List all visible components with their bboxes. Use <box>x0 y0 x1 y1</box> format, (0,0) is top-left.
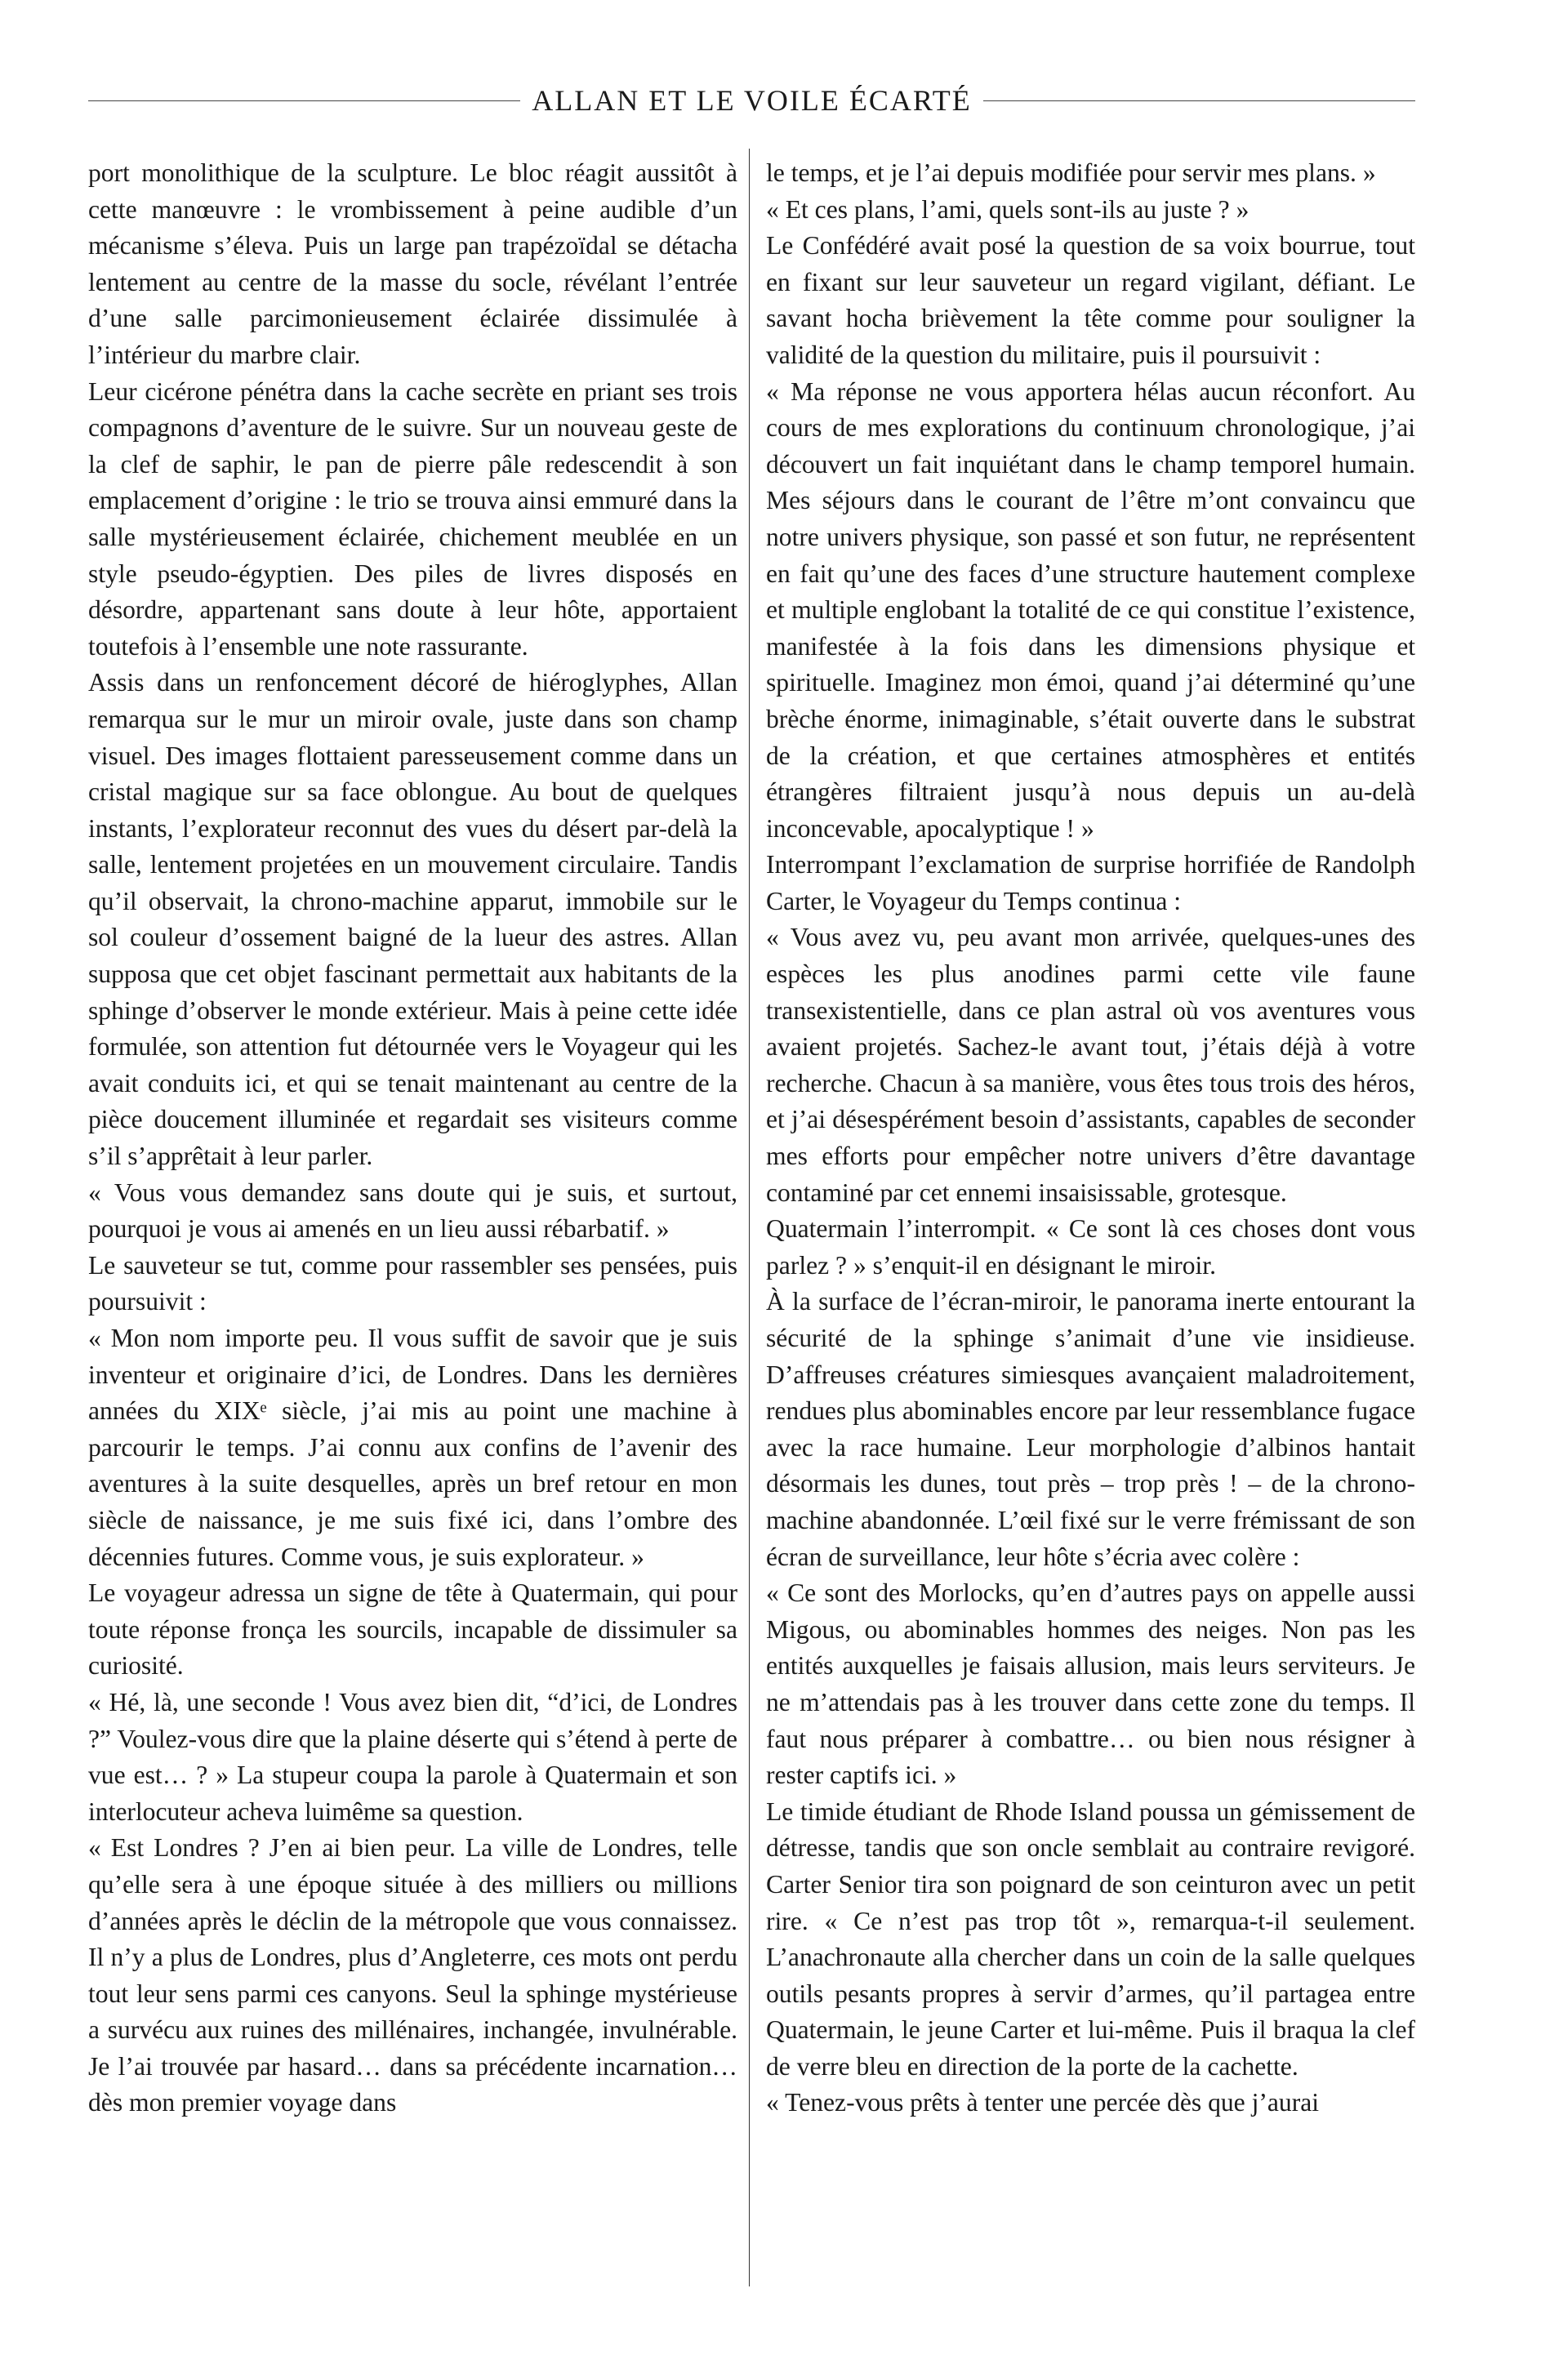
right-column <box>766 155 1415 2121</box>
paragraph: Quatermain l’interrompit. « Ce sont là ces choses dont vous parlez ? » s’enquit-il en désignant le miroir. <box>766 1214 1415 1280</box>
paragraph: Interrompant l’exclamation de surprise horrifiée de Randolph Carter, le Voyageur du Temps continua : <box>766 850 1415 915</box>
paragraph: Le timide étudiant de Rhode Island poussa un gémissement de détresse, tandis que son oncle semblait au contraire revigoré. Carter Senior tira son poignard de son ceinturon avec un petit rire. « Ce n’est pas trop tôt », remarqua-t-il seulement. L’anachronaute alla chercher dans un coin de la salle quelques outils pesants propres à servir d’armes, qu’il partagea entre Quatermain, le jeune Carter et lui-même. Puis il braqua la clef de verre bleu en direction de la porte de la cachette. <box>766 1796 1415 2081</box>
paragraph: le temps, et je l’ai depuis modifiée pour servir mes plans. » <box>766 158 1376 187</box>
paragraph: Le sauveteur se tut, comme pour rassembler ses pensées, puis poursuivit : <box>88 1250 737 1316</box>
paragraph: « Ce sont des Morlocks, qu’en d’autres pays on appelle aussi Migous, ou abominables hommes des neiges. Non pas les entités auxquelles je faisais allusion, mais leurs serviteurs. Je ne m’attendais pas à les trouver dans cette zone du temps. Il faut nous préparer à combattre… ou bien nous résigner à rester captifs ici. » <box>766 1578 1415 1790</box>
paragraph: « Est Londres ? J’en ai bien peur. La ville de Londres, telle qu’elle sera à une époque située à des milliers ou millions d’années après le déclin de la métropole que vous connaissez. Il n’y a plus de Londres, plus d’Angleterre, ces mots ont perdu tout leur sens parmi ces canyons. Seul la sphinge mystérieuse a survécu aux ruines des millénaires, inchangée, invulnérable. Je l’ai trouvée par hasard… dans sa précédente incarnation… dès mon premier voyage dans <box>88 1833 737 2117</box>
paragraph: Le voyageur adressa un signe de tête à Quatermain, qui pour toute réponse fronça les sourcils, incapable de dissimuler sa curiosité. <box>88 1578 737 1681</box>
paragraph: À la surface de l’écran-miroir, le panorama inerte entourant la sécurité de la sphinge s’animait d’une vie insidieuse. D’affreuses créatures simiesques avançaient maladroitement, rendues plus abominables encore par leur ressemblance fugace avec la race humaine. Leur morphologie d’albinos hantait désormais les dunes, tout près – trop près ! – de la chrono-machine abandonnée. L’œil fixé sur le verre frémissant de son écran de surveillance, leur hôte s’écria avec colère : <box>766 1287 1415 1571</box>
paragraph: Assis dans un renfoncement décoré de hiéroglyphes, Allan remarqua sur le mur un miroir ovale, juste dans son champ visuel. Des images flottaient paresseusement comme dans un cristal magique sur sa face oblongue. Au bout de quelques instants, l’explorateur reconnut des vues du désert par-delà la salle, lentement projetées en un mouvement circulaire. Tandis qu’il observait, la chrono-machine apparut, immobile sur le sol couleur d’ossement baigné de la lueur des astres. Allan supposa que cet objet fascinant permettait aux habitants de la sphinge d’observer le monde extérieur. Mais à peine cette idée formulée, son attention fut détournée vers le Voyageur qui les avait conduits ici, et qui se tenait maintenant au centre de la pièce doucement illuminée et regardait ses visiteurs comme s’il s’apprêtait à leur parler. <box>88 668 737 1171</box>
header-rule-right <box>983 100 1415 101</box>
chapter-title: ALLAN ET LE VOILE ÉCARTÉ <box>532 84 972 117</box>
paragraph: Le Confédéré avait posé la question de sa voix bourrue, tout en fixant sur leur sauveteur un regard vigilant, défiant. Le savant hocha brièvement la tête comme pour souligner la validité de la question du militaire, puis il poursuivit : <box>766 231 1415 369</box>
paragraph: port monolithique de la sculpture. Le bloc réagit aussitôt à cette manœuvre : le vrombissement à peine audible d’un mécanisme s’éleva. Puis un large pan trapézoïdal se détacha lentement au centre de la masse du socle, révélant l’entrée d’une salle parcimonieusement éclairée dissimulée à l’intérieur du marbre clair. <box>88 158 737 369</box>
paragraph: « Vous avez vu, peu avant mon arrivée, quelques-unes des espèces les plus anodines parmi cette vile faune transexistentielle, dans ce plan astral où vos aventures vous avaient projetés. Sachez-le avant tout, j’étais déjà à votre recherche. Chacun à sa manière, vous êtes tous trois des héros, et j’ai désespérément besoin d’assistants, capables de seconder mes efforts pour empêcher notre univers d’être davantage contaminé par cet ennemi insaisissable, grotesque. <box>766 923 1415 1207</box>
running-head <box>88 80 1415 121</box>
header-rule-left <box>88 100 520 101</box>
paragraph: « Et ces plans, l’ami, quels sont-ils au juste ? » <box>766 194 1250 224</box>
paragraph: Leur cicérone pénétra dans la cache secrète en priant ses trois compagnons d’aventure de le suivre. Sur un nouveau geste de la clef de saphir, le pan de pierre pâle redescendit à son emplacement d’origine : le trio se trouva ainsi emmuré dans la salle mystérieusement éclairée, chichement meublée en un style pseudo-égyptien. Des piles de livres disposés en désordre, appartenant sans doute à leur hôte, apportaient toutefois à l’ensemble une note rassurante. <box>88 376 737 661</box>
paragraph: « Tenez-vous prêts à tenter une percée dès que j’aurai <box>766 2088 1320 2117</box>
paragraph: « Vous vous demandez sans doute qui je suis, et surtout, pourquoi je vous ai amenés en un lieu aussi rébarbatif. » <box>88 1178 737 1244</box>
paragraph: « Hé, là, une seconde ! Vous avez bien dit, “d’ici, de Londres ?” Voulez-vous dire que la plaine déserte qui s’étend à perte de vue est… ? » La stupeur coupa la parole à Quatermain et son interlocuteur acheva luimême sa question. <box>88 1687 737 1826</box>
paragraph: « Ma réponse ne vous apportera hélas aucun réconfort. Au cours de mes explorations du continuum chronologique, j’ai découvert un fait inquiétant dans le champ temporel humain. Mes séjours dans le courant de l’être m’ont convaincu que notre univers physique, son passé et son futur, ne représentent en fait qu’une des faces d’une structure hautement complexe et multiple englobant la totalité de ce qui constitue l’existence, manifestée à la fois dans les dimensions physique et spirituelle. Imaginez mon émoi, quand j’ai déterminé qu’une brèche énorme, inimaginable, s’était ouverte dans le substrat de la création, et que certaines atmosphères et entités étrangères filtraient jusqu’à nous depuis un au-delà inconcevable, apocalyptique ! » <box>766 376 1415 843</box>
paragraph: « Mon nom importe peu. Il vous suffit de savoir que je suis inventeur et originaire d’ici, de Londres. Dans les dernières années du XIXᵉ siècle, j’ai mis au point une machine à parcourir le temps. J’ai connu aux confins de l’avenir des aventures à la suite desquelles, après un bref retour en mon siècle de naissance, je me suis fixé ici, dans l’ombre des décennies futures. Comme vous, je suis explorateur. » <box>88 1324 737 1571</box>
column-divider <box>749 149 750 2286</box>
left-column <box>88 155 737 2121</box>
